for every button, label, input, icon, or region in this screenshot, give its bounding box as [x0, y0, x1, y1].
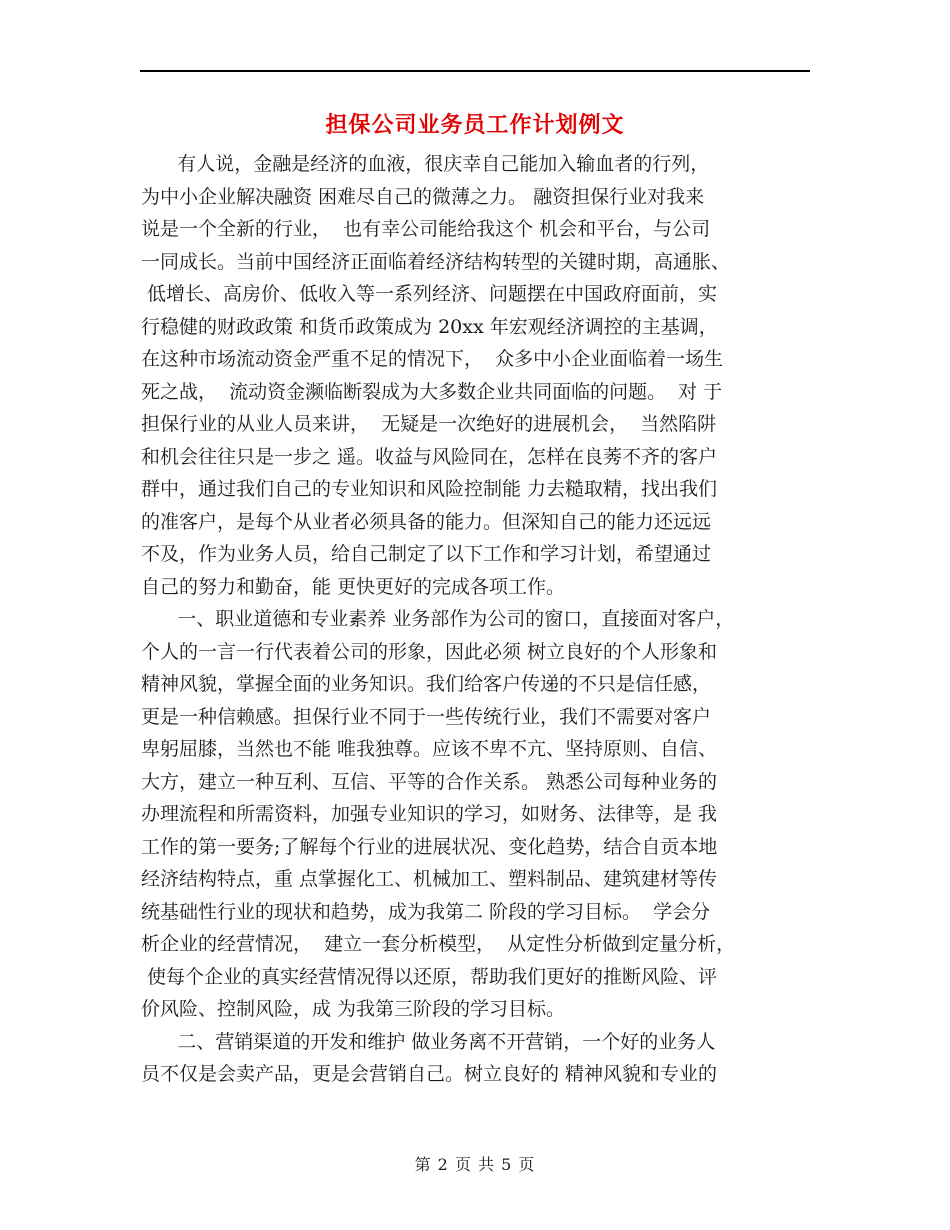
header-rule: [140, 70, 810, 72]
text-line: 价风险、控制风险，成 为我第三阶段的学习目标。: [141, 998, 566, 1020]
text-line: 卑躬屈膝，当然也不能 唯我独尊。应该不卑不亢、坚持原则、自信、: [141, 738, 718, 760]
text-line: 在这种市场流动资金严重不足的情况下， 众多中小企业面临着一场生: [141, 348, 724, 370]
page-number-footer: 第 2 页 共 5 页: [414, 1155, 536, 1174]
text-line: 群中，通过我们自己的专业知识和风险控制能 力去糙取精，找出我们: [141, 478, 718, 500]
text-line: 死之战， 流动资金濒临断裂成为大多数企业共同面临的问题。 对 于: [141, 380, 723, 403]
text-line: 和机会往往只是一步之 遥。收益与风险同在，怎样在良莠不齐的客户: [141, 445, 718, 468]
text-line: 统基础性行业的现状和趋势，成为我第二 阶段的学习目标。 学会分: [141, 900, 711, 923]
text-line: 一同成长。当前中国经济正面临着经济结构转型的关键时期，高通胀、: [141, 250, 731, 273]
text-line: 二、营销渠道的开发和维护 做业务离不开营销，一个好的业务人: [141, 1030, 716, 1053]
text-line: 为中小企业解决融资 困难尽自己的微薄之力。 融资担保行业对我来: [141, 185, 705, 208]
text-line: 自己的努力和勤奋，能 更快更好的完成各项工作。: [141, 575, 566, 598]
text-line: 更是一种信赖感。担保行业不同于一些传统行业，我们不需要对客户: [141, 705, 712, 728]
text-line: 说是一个全新的行业， 也有幸公司能给我这个 机会和平台，与公司: [141, 218, 711, 240]
text-line: 的准客户，是每个从业者必须具备的能力。但深知自己的能力还远远: [141, 510, 712, 533]
text-line: 使每个企业的真实经营情况得以还原，帮助我们更好的推断风险、评: [141, 965, 718, 988]
text-line: 有人说，金融是经济的血液，很庆幸自己能加入输血者的行列，: [141, 153, 710, 175]
text-line: 个人的一言一行代表着公司的形象，因此必须 树立良好的个人形象和: [141, 640, 718, 663]
text-line: 工作的第一要务;了解每个行业的进展状况、变化趋势，结合自贡本地: [141, 835, 718, 858]
text-line: 不及，作为业务人员，给自己制定了以下工作和学习计划，希望通过: [141, 543, 712, 565]
text-line: 大方，建立一种互利、互信、平等的合作关系。 熟悉公司每种业务的: [141, 770, 718, 793]
text-line: 担保行业的从业人员来讲， 无疑是一次绝好的进展机会， 当然陷阱: [141, 413, 717, 435]
document-title: 担保公司业务员工作计划例文: [325, 112, 625, 138]
text-line: 析企业的经营情况， 建立一套分析模型， 从定性分析做到定量分析，: [141, 933, 736, 955]
document-body: [141, 148, 813, 1091]
text-line: 一、职业道德和专业素养 业务部作为公司的窗口，直接面对客户，: [141, 608, 735, 630]
text-line: 员不仅是会卖产品，更是会营销自己。树立良好的 精神风貌和专业的: [141, 1063, 718, 1085]
text-line: 行稳健的财政政策 和货币政策成为 20xx 年宏观经济调控的主基调，: [141, 315, 718, 338]
text-line: 低增长、高房价、低收入等一系列经济、问题摆在中国政府面前，实: [141, 283, 718, 305]
text-line: 精神风貌，掌握全面的业务知识。我们给客户传递的不只是信任感，: [141, 673, 712, 695]
text-line: 经济结构特点，重 点掌握化工、机械加工、塑料制品、建筑建材等传: [141, 868, 718, 890]
text-line: 办理流程和所需资料，加强专业知识的学习，如财务、法律等，是 我: [141, 803, 718, 825]
